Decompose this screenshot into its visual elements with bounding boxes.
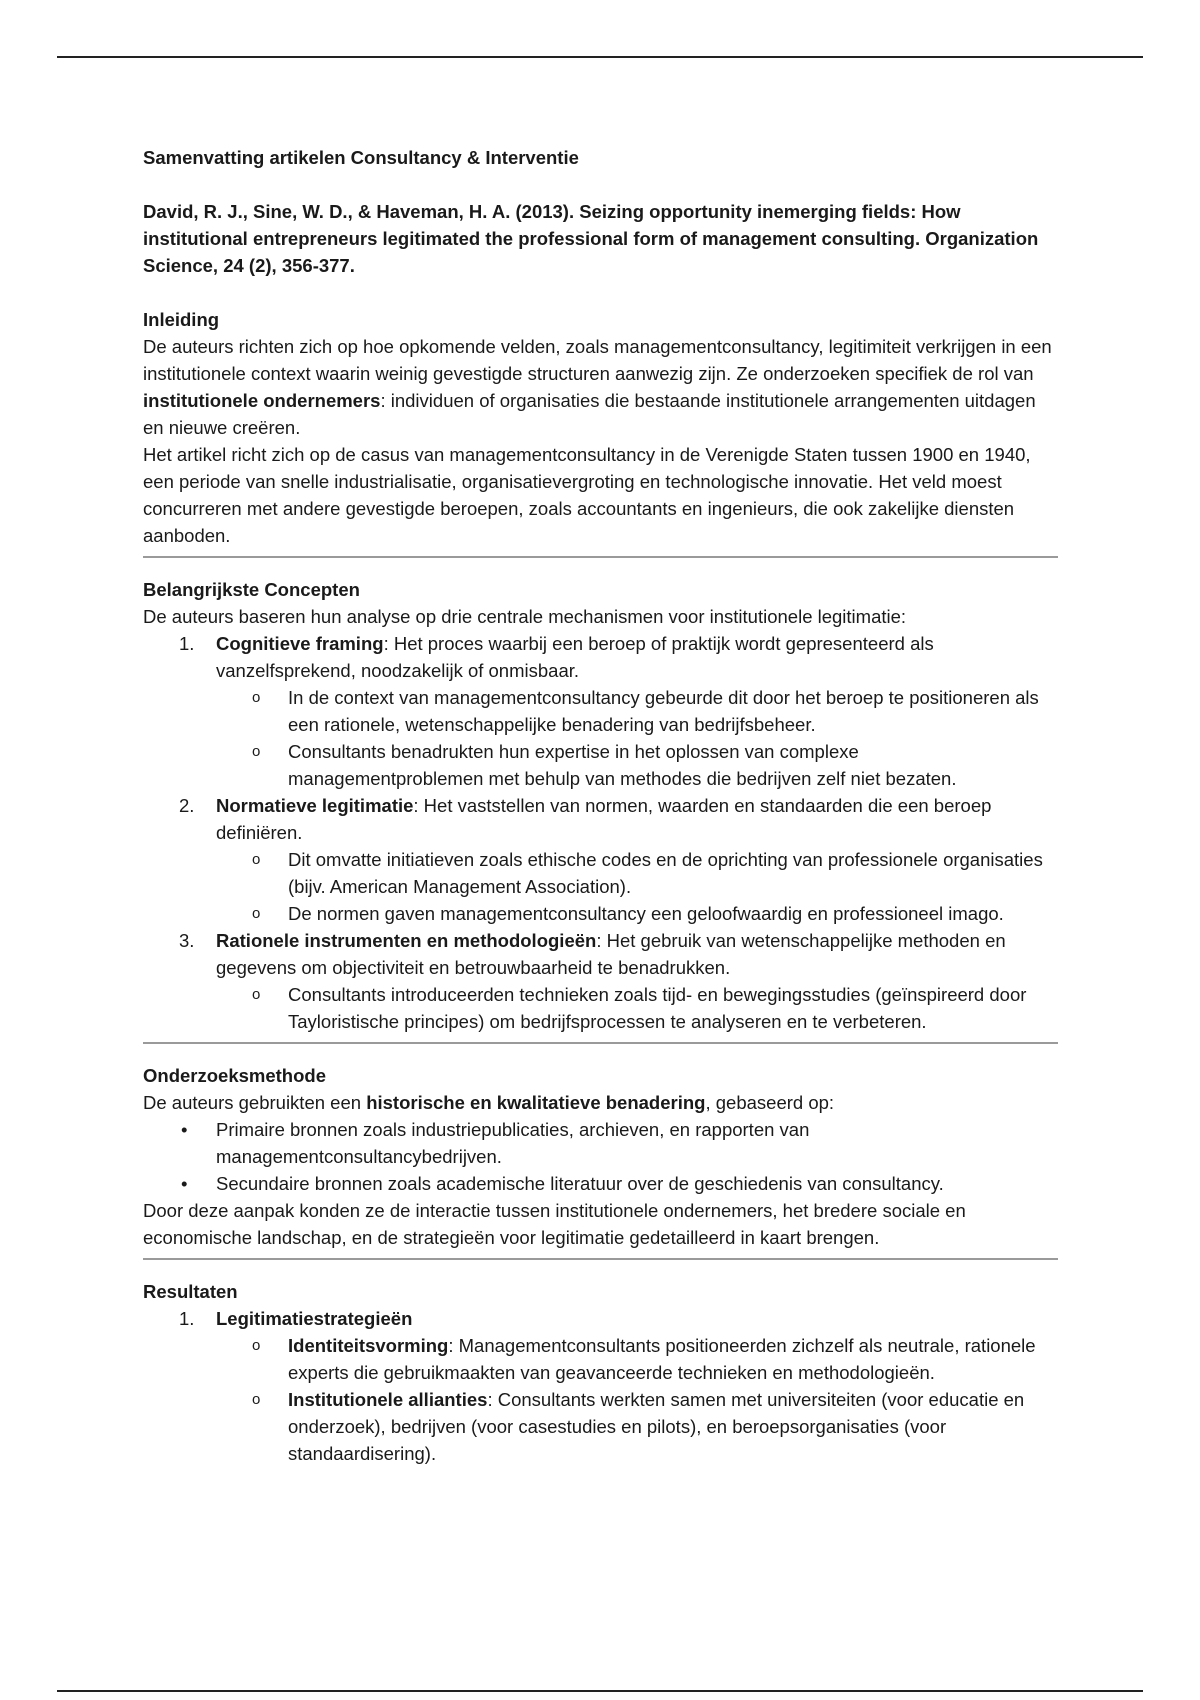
section-concepten (143, 576, 1058, 1044)
bullet-item: • Primaire bronnen zoals industriepublicaties, archieven, en rapporten van managementconsultancybedrijven. (143, 1116, 1058, 1170)
section-heading: Inleiding (143, 309, 220, 330)
document-body (143, 144, 1058, 1467)
list-number: 1. (179, 633, 195, 654)
sub-bullet: o (252, 689, 261, 706)
paragraph: Het artikel richt zich op de casus van managementconsultancy in de Verenigde Staten tussen 1900 en 1940, een periode van snelle industrialisatie, organisatievergroting en technologische innovatie. Het veld moest concurreren met andere gevestigde beroepen, zoals accountants en ingenieurs, die ook zakelijke diensten aanboden. (143, 444, 1031, 546)
section-inleiding (143, 306, 1058, 558)
sub-bullet: o (252, 986, 261, 1003)
article-citation: David, R. J., Sine, W. D., & Haveman, H. A. (2013). Seizing opportunity inemerging fields: How institutional entrepreneurs legitimated the professional form of management consulting. Organization Science, 24 (2), 356-377. (143, 201, 1039, 276)
sub-item: o Identiteitsvorming: Managementconsultants positioneerden zichzelf als neutrale, rationele experts die gebruikmaakten van geavanceerde technieken en methodologieën. (143, 1332, 1058, 1386)
section-heading: Belangrijkste Concepten (143, 579, 360, 600)
document-title: Samenvatting artikelen Consultancy & Interventie (143, 147, 579, 168)
sub-bullet: o (252, 1391, 261, 1408)
list-number: 2. (179, 795, 195, 816)
section-heading: Resultaten (143, 1281, 238, 1302)
page-bottom-rule (57, 1690, 1143, 1692)
numbered-item: 3. Rationele instrumenten en methodologieën: Het gebruik van wetenschappelijke methoden en gegevens om objectiviteit en betrouwbaarheid te benadrukken. (143, 927, 1058, 981)
bullet-marker: • (181, 1173, 188, 1194)
section-methode (143, 1062, 1058, 1260)
paragraph: De auteurs gebruikten een historische en kwalitatieve benadering, gebaseerd op: (143, 1092, 835, 1113)
numbered-item: 1. Cognitieve framing: Het proces waarbij een beroep of praktijk wordt gepresenteerd als vanzelfsprekend, noodzakelijk of onmisbaar. (143, 630, 1058, 684)
sub-bullet: o (252, 743, 261, 760)
sub-bullet: o (252, 905, 261, 922)
list-number: 1. (179, 1308, 195, 1329)
sub-bullet: o (252, 851, 261, 868)
list-number: 3. (179, 930, 195, 951)
sub-item: o Consultants introduceerden technieken zoals tijd- en bewegingsstudies (geïnspireerd door Tayloristische principes) om bedrijfsprocessen te analyseren en te verbeteren. (143, 981, 1058, 1035)
sub-item: o De normen gaven managementconsultancy een geloofwaardig en professioneel imago. (143, 900, 1058, 927)
paragraph: De auteurs richten zich op hoe opkomende velden, zoals managementconsultancy, legitimiteit verkrijgen in een institutionele context waarin weinig gevestigde structuren aanwezig zijn. Ze onderzoeken specifiek de rol van institutionele ondernemers: individuen of organisaties die bestaande institutionele arrangementen uitdagen en nieuwe creëren. (143, 336, 1052, 438)
sub-bullet: o (252, 1337, 261, 1354)
page-top-rule (57, 56, 1143, 58)
numbered-item: 2. Normatieve legitimatie: Het vaststellen van normen, waarden en standaarden die een beroep definiëren. (143, 792, 1058, 846)
sub-item: o Institutionele allianties: Consultants werkten samen met universiteiten (voor educatie en onderzoek), bedrijven (voor casestudies en pilots), en beroepsorganisaties (voor standaardisering). (143, 1386, 1058, 1467)
section-divider (143, 1042, 1058, 1044)
paragraph: De auteurs baseren hun analyse op drie centrale mechanismen voor institutionele legitimatie: (143, 606, 907, 627)
bullet-marker: • (181, 1119, 188, 1140)
section-divider (143, 556, 1058, 558)
sub-item: o In de context van managementconsultancy gebeurde dit door het beroep te positioneren als een rationele, wetenschappelijke benadering van bedrijfsbeheer. (143, 684, 1058, 738)
numbered-item: 1. Legitimatiestrategieën (143, 1305, 1058, 1332)
sub-item: o Dit omvatte initiatieven zoals ethische codes en de oprichting van professionele organisaties (bijv. American Management Association). (143, 846, 1058, 900)
sub-item: o Consultants benadrukten hun expertise in het oplossen van complexe managementproblemen met behulp van methodes die bedrijven zelf niet bezaten. (143, 738, 1058, 792)
section-heading: Onderzoeksmethode (143, 1065, 326, 1086)
section-divider (143, 1258, 1058, 1260)
paragraph: Door deze aanpak konden ze de interactie tussen institutionele ondernemers, het bredere sociale en economische landschap, en de strategieën voor legitimatie gedetailleerd in kaart brengen. (143, 1200, 966, 1248)
section-resultaten (143, 1278, 1058, 1467)
bullet-item: • Secundaire bronnen zoals academische literatuur over de geschiedenis van consultancy. (143, 1170, 1058, 1197)
